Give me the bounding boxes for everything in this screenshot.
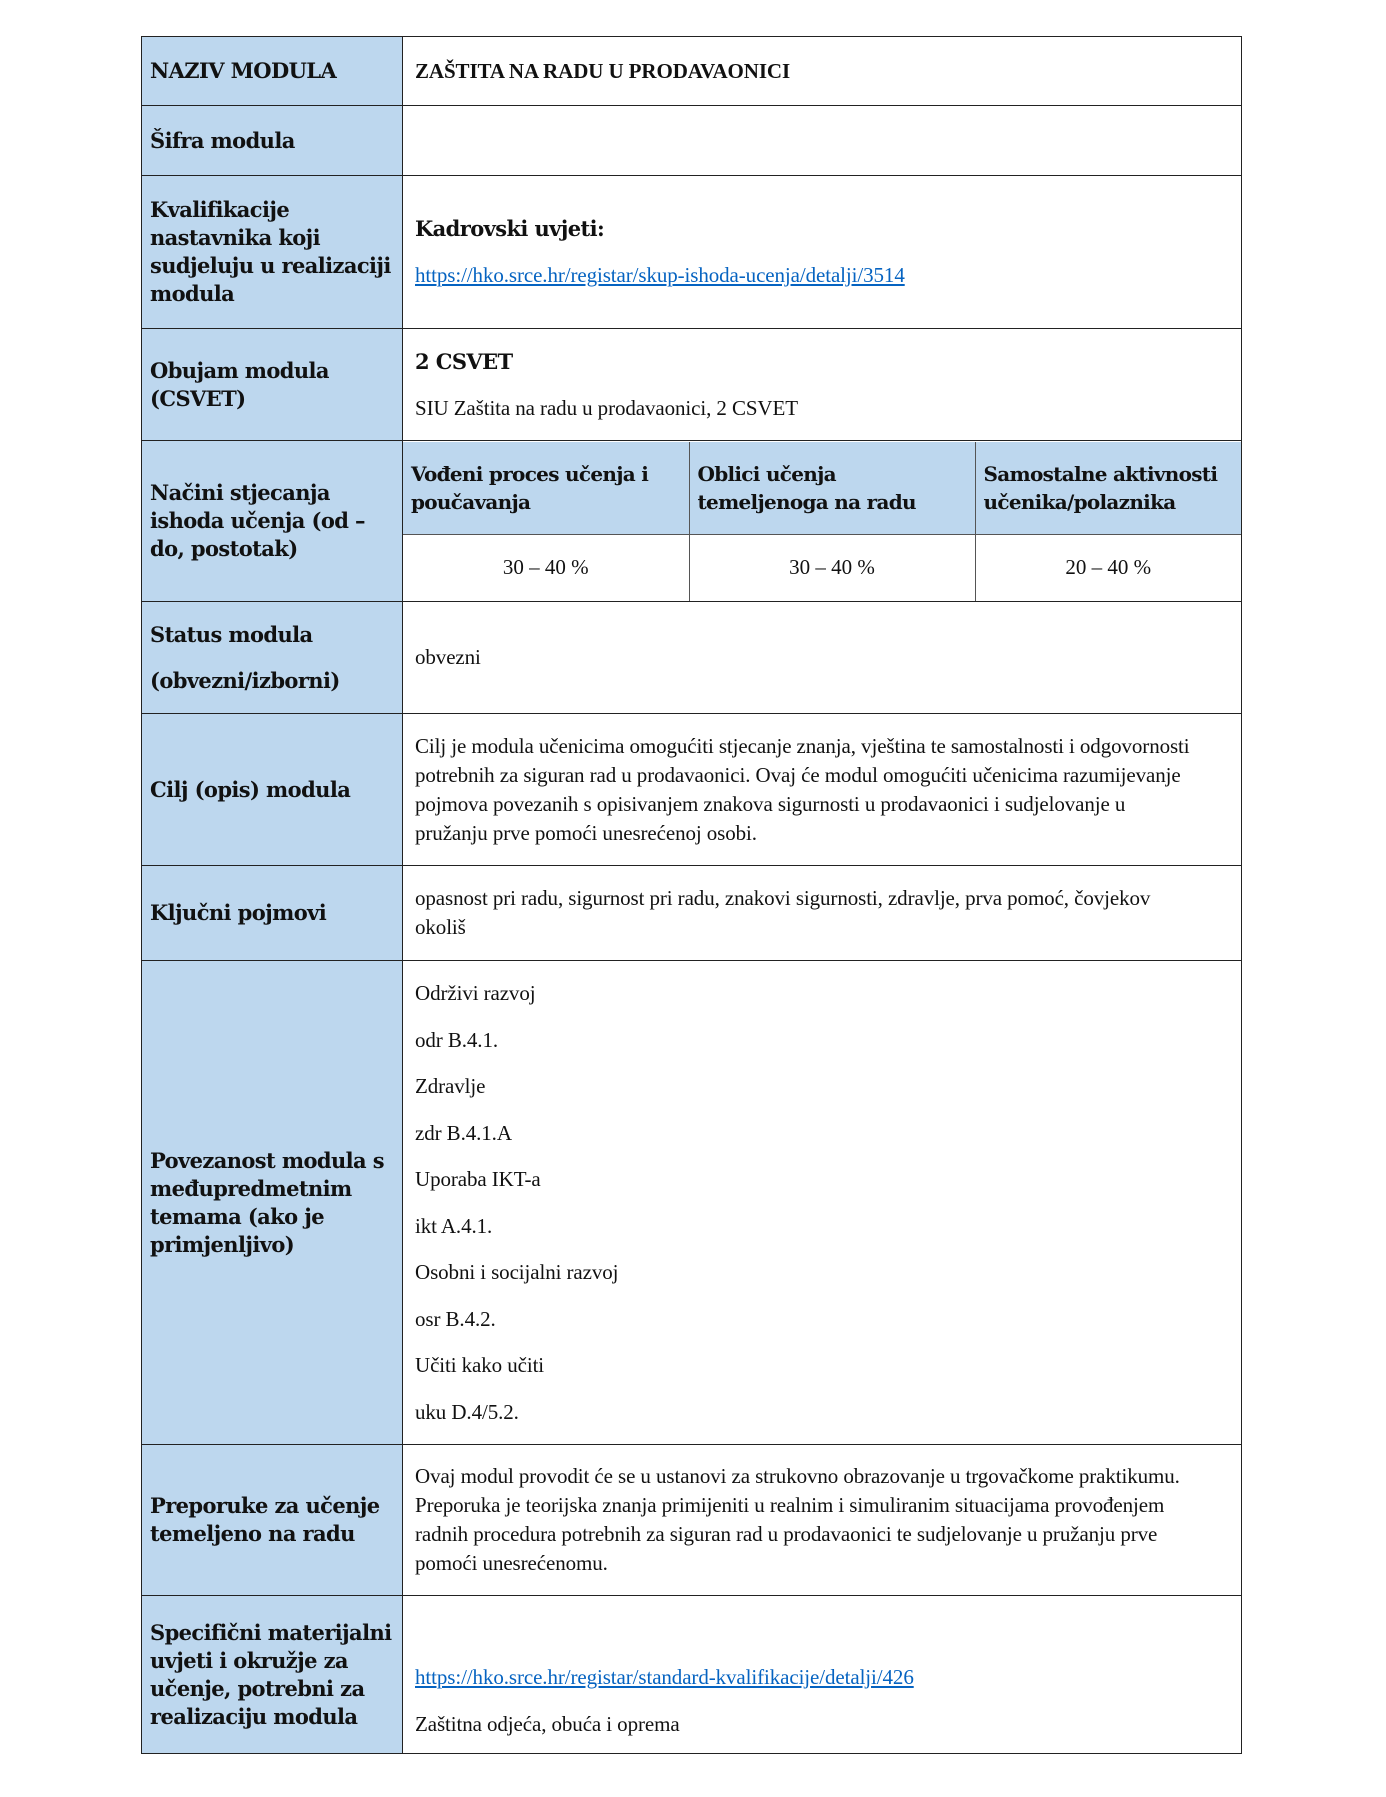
- kadrovski-uvjeti-heading: Kadrovski uvjeti:: [415, 216, 605, 241]
- value-obujam: [403, 329, 1242, 441]
- row-kvalifikacije: [142, 176, 1242, 329]
- tema-item: Učiti kako učiti: [415, 1353, 545, 1377]
- tema-item: uku D.4/5.2.: [415, 1399, 519, 1424]
- tema-item: odr B.4.1.: [415, 1027, 499, 1052]
- tema-item: Uporaba IKT-a: [415, 1167, 541, 1191]
- tema-item: ikt A.4.1.: [415, 1213, 493, 1238]
- row-kljucni: [142, 866, 1242, 961]
- label-nacini: Načini stjecanja ishoda učenja (od – do, postotak): [142, 441, 403, 602]
- label-preporuke: Preporuke za učenje temeljeno na radu: [142, 1445, 403, 1596]
- nacini-value-oblici: 30 – 40 %: [689, 534, 975, 601]
- value-cilj: Cilj je modula učenicima omogućiti stjecanje znanja, vještina te samostalnosti i odgovornosti potrebnih za siguran rad u prodavaonici. Ovaj će modul omogućiti učenicima razumijevanje pojmova povezanih s opisivanjem znakova sigurnosti u prodavaonici i sudjelovanje u pružanju prve pomoći unesrećenoj osobi.: [403, 714, 1242, 866]
- obujam-heading: 2 CSVET: [415, 348, 513, 374]
- nacini-value-row: [403, 534, 1241, 601]
- row-naziv: [142, 37, 1242, 106]
- label-specificni: Specifični materijalni uvjeti i okružje za učenje, potrebni za realizaciju modula: [142, 1596, 403, 1754]
- tema-item: Osobni i socijalni razvoj: [415, 1260, 619, 1284]
- label-sifra: Šifra modula: [142, 106, 403, 176]
- nacini-header-row: [403, 442, 1241, 535]
- value-naziv: ZAŠTITA NA RADU U PRODAVAONICI: [403, 37, 1242, 106]
- nacini-value-samostalne: 20 – 40 %: [975, 534, 1241, 601]
- nacini-header-oblici: Oblici učenja temeljenoga na radu: [689, 442, 975, 535]
- tema-item: Zdravlje: [415, 1074, 486, 1098]
- standard-kvalifikacije-link[interactable]: https://hko.srce.hr/registar/standard-kvalifikacije/detalji/426: [415, 1665, 914, 1689]
- tema-item: zdr B.4.1.A: [415, 1120, 512, 1145]
- nacini-value-vodeni: 30 – 40 %: [403, 534, 689, 601]
- row-status: [142, 602, 1242, 714]
- module-table: [141, 36, 1242, 1754]
- row-specificni: [142, 1596, 1242, 1754]
- specificni-text: Zaštitna odjeća, obuća i oprema: [415, 1712, 680, 1736]
- label-obujam: Obujam modula (CSVET): [142, 329, 403, 441]
- label-cilj: Cilj (opis) modula: [142, 714, 403, 866]
- label-status: [142, 602, 403, 714]
- value-kvalifikacije: [403, 176, 1242, 329]
- label-status-line2: (obvezni/izborni): [150, 667, 340, 693]
- row-preporuke: [142, 1445, 1242, 1596]
- value-specificni: [403, 1596, 1242, 1754]
- value-sifra: [403, 106, 1242, 176]
- value-status: obvezni: [403, 602, 1242, 714]
- tema-item: osr B.4.2.: [415, 1306, 496, 1331]
- row-sifra: [142, 106, 1242, 176]
- label-naziv: NAZIV MODULA: [142, 37, 403, 106]
- value-preporuke: Ovaj modul provodit će se u ustanovi za strukovno obrazovanje u trgovačkome praktikumu. Preporuka je teorijska znanja primijeniti u realnim i simuliranim situacijama provođenjem radnih procedura potrebnih za siguran rad u prodavaonici te sudjelovanje u pružanju prve pomoći unesrećenomu.: [403, 1445, 1242, 1596]
- label-kvalifikacije: Kvalifikacije nastavnika koji sudjeluju u realizaciji modula: [142, 176, 403, 329]
- row-cilj: [142, 714, 1242, 866]
- label-status-line1: Status modula: [150, 621, 313, 647]
- label-povezanost: Povezanost modula s međupredmetnim temama (ako je primjenljivo): [142, 961, 403, 1445]
- row-povezanost: [142, 961, 1242, 1445]
- value-kljucni: opasnost pri radu, sigurnost pri radu, znakovi sigurnosti, zdravlje, prva pomoć, čovjekov okoliš: [403, 866, 1242, 961]
- obujam-text: SIU Zaštita na radu u prodavaonici, 2 CSVET: [415, 395, 798, 420]
- value-povezanost: [403, 961, 1242, 1445]
- module-document: [141, 36, 1242, 1754]
- nacini-table-cell: [403, 441, 1242, 602]
- nacini-header-vodeni: Vođeni proces učenja i poučavanja: [403, 442, 689, 535]
- label-kljucni: Ključni pojmovi: [142, 866, 403, 961]
- row-nacini: [142, 441, 1242, 602]
- tema-item: Održivi razvoj: [415, 981, 536, 1005]
- kadrovski-uvjeti-link[interactable]: https://hko.srce.hr/registar/skup-ishoda-ucenja/detalji/3514: [415, 263, 905, 287]
- nacini-header-samostalne: Samostalne aktivnosti učenika/polaznika: [975, 442, 1241, 535]
- nacini-table: [403, 442, 1241, 601]
- row-obujam: [142, 329, 1242, 441]
